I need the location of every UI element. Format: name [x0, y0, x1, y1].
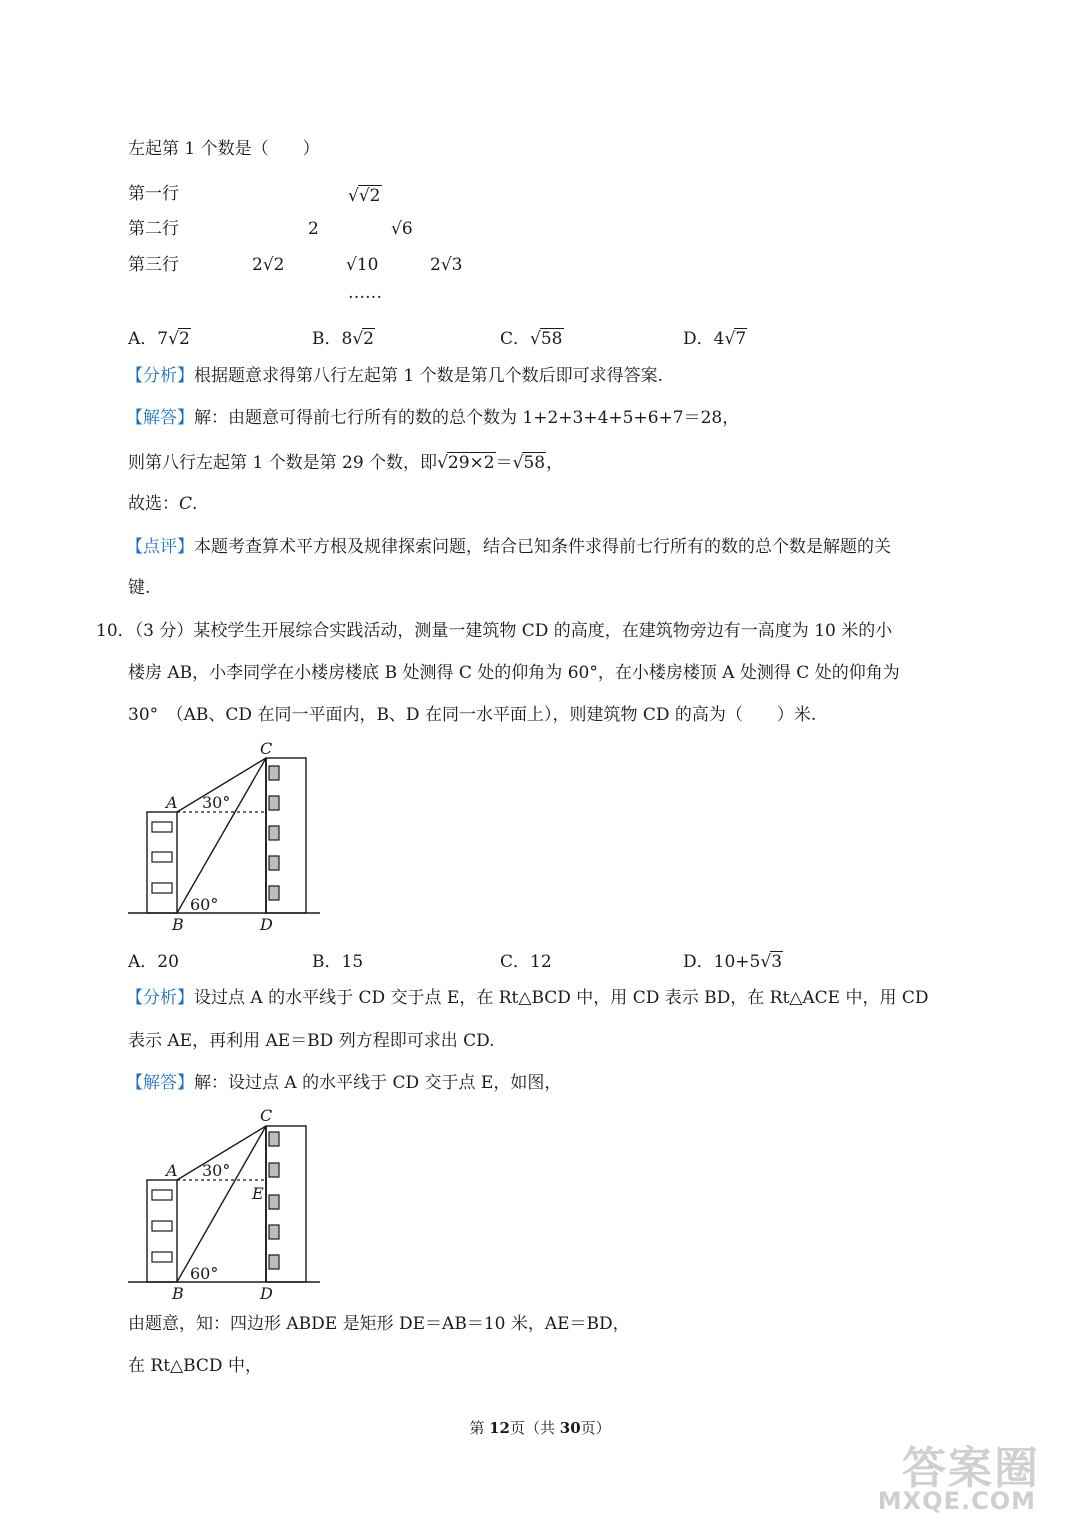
q9-comment — [126, 538, 891, 558]
label-b: B — [172, 1284, 184, 1303]
q10-stem-line2: 楼房 AB，小李同学在小楼房楼底 B 处测得 C 处的仰角为 60°，在小楼房楼顶 A 处测得 C 处的仰角为 — [128, 663, 900, 683]
option-letter: A． — [128, 952, 158, 972]
punct: . — [192, 494, 198, 514]
q10-option-c — [500, 947, 552, 972]
q9-option-c: C．√58 — [500, 329, 563, 349]
q9-option-a: A．7√2 — [128, 329, 190, 349]
equals: ＝ — [495, 453, 513, 473]
option-radicand: 7 — [735, 329, 747, 349]
q9-stem-tail: 左起第 1 个数是（ ） — [128, 139, 320, 159]
analysis-text: 根据题意求得第八行左起第 1 个数是第几个数后即可求得答案. — [194, 366, 664, 386]
q10-analysis-line1 — [126, 989, 929, 1009]
choose-label: 故选： — [128, 494, 179, 514]
row3-item1: 2√2 — [252, 255, 285, 275]
radicand: 29×2 — [447, 453, 495, 473]
q9-option-d: D．4√7 — [683, 329, 747, 349]
q9-analysis — [126, 367, 663, 387]
choose-letter: C — [179, 494, 193, 514]
q10-answer-line2: 由题意，知：四边形 ABDE 是矩形 DE＝AB＝10 米，AE＝BD， — [128, 1314, 630, 1334]
option-radicand: 2 — [363, 329, 374, 349]
q10-option-a — [128, 947, 179, 972]
row3-item3: 2√3 — [430, 255, 463, 275]
building-figure-1 — [120, 738, 330, 938]
option-coef: 4 — [713, 329, 725, 349]
footer-prefix: 第 — [469, 1419, 490, 1437]
option-letter: C． — [500, 952, 531, 972]
answer-text: 则第八行左起第 1 个数是第 29 个数，即 — [128, 453, 438, 473]
angle-30: 30° — [202, 793, 231, 812]
question-number: 10． — [96, 621, 135, 641]
answer-tag: 【解答】 — [126, 408, 194, 428]
q9-answer-line1 — [126, 409, 739, 429]
answer-text: 解：设过点 A 的水平线于 CD 交于点 E，如图， — [194, 1073, 562, 1093]
label-e: E — [252, 1184, 264, 1203]
option-text: 20 — [157, 952, 179, 972]
row2-item2: √6 — [391, 219, 413, 239]
label-c: C — [260, 739, 273, 758]
row-label-3: 第三行 — [128, 255, 179, 275]
ellipsis: …… — [348, 283, 382, 303]
q9-comment-line2: 键. — [128, 578, 151, 598]
option-text: 12 — [530, 952, 552, 972]
row3-item2: √10 — [346, 255, 379, 275]
page-number: 12 — [489, 1419, 510, 1437]
footer-suffix: 页） — [580, 1419, 611, 1437]
comment-tag: 【点评】 — [126, 537, 194, 557]
analysis-tag: 【分析】 — [126, 988, 194, 1008]
label-a: A — [166, 1161, 178, 1180]
q10-stem-line1 — [96, 622, 892, 642]
punct: ， — [546, 453, 564, 473]
row2-item1: 2 — [308, 219, 319, 239]
angle-60: 60° — [190, 1264, 219, 1283]
row1-item1-value: √2 — [358, 186, 381, 206]
q9-answer-line2: 则第八行左起第 1 个数是第 29 个数，即√29×2＝√58， — [128, 453, 564, 473]
label-b: B — [172, 915, 184, 934]
row-label-1: 第一行 — [128, 184, 179, 204]
answer-text: 解：由题意可得前七行所有的数的总个数为 1+2+3+4+5+6+7＝28， — [194, 408, 740, 428]
page-total: 30 — [559, 1419, 581, 1437]
q9-option-b: B．8√2 — [312, 329, 374, 349]
q10-answer-line1 — [126, 1074, 561, 1094]
option-radicand: 2 — [178, 329, 190, 349]
q9-choose — [128, 495, 197, 515]
q10-stem-line3: 30° （AB、CD 在同一平面内，B、D 在同一水平面上），则建筑物 CD 的高为（ ）米. — [128, 705, 817, 725]
angle-60: 60° — [190, 895, 219, 914]
option-text: 15 — [341, 952, 364, 972]
building-figure-2 — [120, 1105, 330, 1305]
answer-tag: 【解答】 — [126, 1073, 194, 1093]
radicand: 58 — [523, 453, 546, 473]
footer-mid: 页（共 — [509, 1419, 560, 1437]
option-letter: B． — [312, 329, 342, 349]
label-d: D — [260, 915, 273, 934]
option-letter: A． — [128, 329, 158, 349]
stem-text: （3 分）某校学生开展综合实践活动，测量一建筑物 CD 的高度，在建筑物旁边有一高度为 10 米的小 — [134, 621, 893, 641]
option-text: 10+5 — [713, 952, 761, 972]
q10-answer-line3: 在 Rt△BCD 中， — [128, 1356, 262, 1376]
label-a: A — [166, 793, 178, 812]
label-c: C — [260, 1106, 273, 1125]
analysis-tag: 【分析】 — [126, 366, 194, 386]
option-radicand: 58 — [540, 329, 563, 349]
option-letter: C． — [500, 329, 531, 349]
q10-option-b — [312, 947, 363, 972]
option-letter: D． — [683, 329, 714, 349]
row1-item1: √√2 — [348, 186, 381, 206]
angle-30: 30° — [202, 1161, 231, 1180]
row-label-2: 第二行 — [128, 219, 179, 239]
option-letter: D． — [683, 952, 714, 972]
watermark-url: MXQE.COM — [877, 1487, 1036, 1515]
watermark-logo: 答案圈 — [902, 1443, 1040, 1494]
q10-analysis-line2: 表示 AE，再利用 AE＝BD 列方程即可求出 CD. — [128, 1031, 495, 1051]
watermark — [877, 1432, 1040, 1517]
option-coef: 8 — [341, 329, 353, 349]
comment-text: 本题考查算术平方根及规律探索问题，结合已知条件求得前七行所有的数的总个数是解题的关 — [194, 537, 891, 557]
analysis-text: 设过点 A 的水平线于 CD 交于点 E，在 Rt△BCD 中，用 CD 表示 BD，在 Rt△ACE 中，用 CD — [194, 988, 929, 1008]
option-letter: B． — [312, 952, 342, 972]
option-coef: 7 — [157, 329, 169, 349]
label-d: D — [260, 1284, 273, 1303]
option-radicand: 3 — [771, 952, 783, 972]
q10-option-d: D．10+5√3 — [683, 952, 783, 972]
